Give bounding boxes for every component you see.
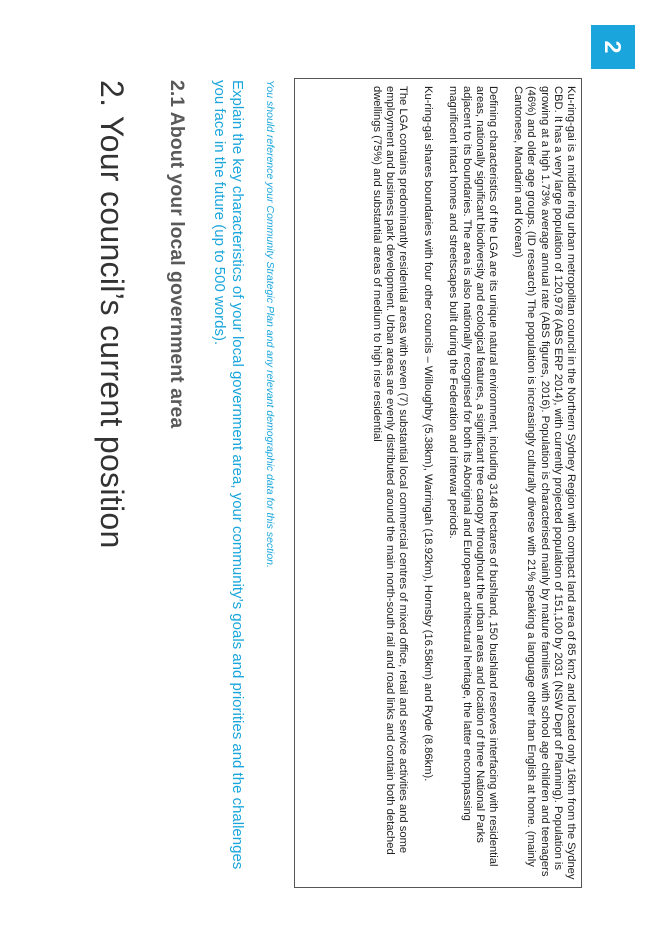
instruction-text: Explain the key characteristics of your local government area, your community’s goals and priorities and the challenges you face in the future (up to 500 words).: [211, 80, 246, 870]
section-heading: 2.1 About your local government area: [166, 80, 188, 429]
note-text: You should reference your Community Strategic Plan and any relevant demographic data for this section.: [264, 80, 276, 568]
page-number: 2: [600, 40, 626, 54]
response-box: [294, 78, 582, 888]
page-title: 2. Your council’s current position: [94, 80, 130, 549]
response-text: [369, 79, 581, 887]
paragraph-environment: Defining characteristics of the LGA are its unique natural environment, including 3148 hectares of bushland, 150 bushland reserves interfacing with residential areas, nationally significant biodiversity and ecological features, a significant tree canopy throughout the urban areas and location of three National Parks adjacent to its boundaries. The area is also nationally recognised for both its Aboriginal and European architectural heritage, the latter encompassing magnificent intact homes and streetscapes built during the Federation and interwar periods.: [447, 86, 499, 867]
paragraph-land-use: The LGA contains predominantly residential areas with seven (7) substantial local commercial centres of mixed office, retail and service activities and some employment and business park development. Urban areas are evenly distributed around the main north-south rail and road links and contain both detached dwellings (75%) and substantial areas of medium to high rise residential: [370, 86, 409, 855]
paragraph-population: Ku-ring-gai is a middle ring urban metropolitan council in the Northern Sydney Region with compact land area of 85 km2 and located only 16km from the Sydney CBD. It has a very large population of 120,978 (ABS ERP 2014), with currently projected population of 151,100 by 2031 (NSW Dept of Planning). Population is growing at a high 1.73% average annual rate (ABS figures, 2016). Population is characterised mainly by mature families with school age children and teenagers (46%) and older age groups. (ID research) The population is increasingly culturally diverse with 21% speaking a language other than English at home. (mainly Cantonese, Mandarin and Korean): [512, 86, 577, 880]
paragraph-boundaries: Ku-ring-gai shares boundaries with four other councils – Willoughby (5.38km), Warringah (18.92km), Hornsby (16.58km) and Ryde (8.86km).: [422, 86, 435, 782]
